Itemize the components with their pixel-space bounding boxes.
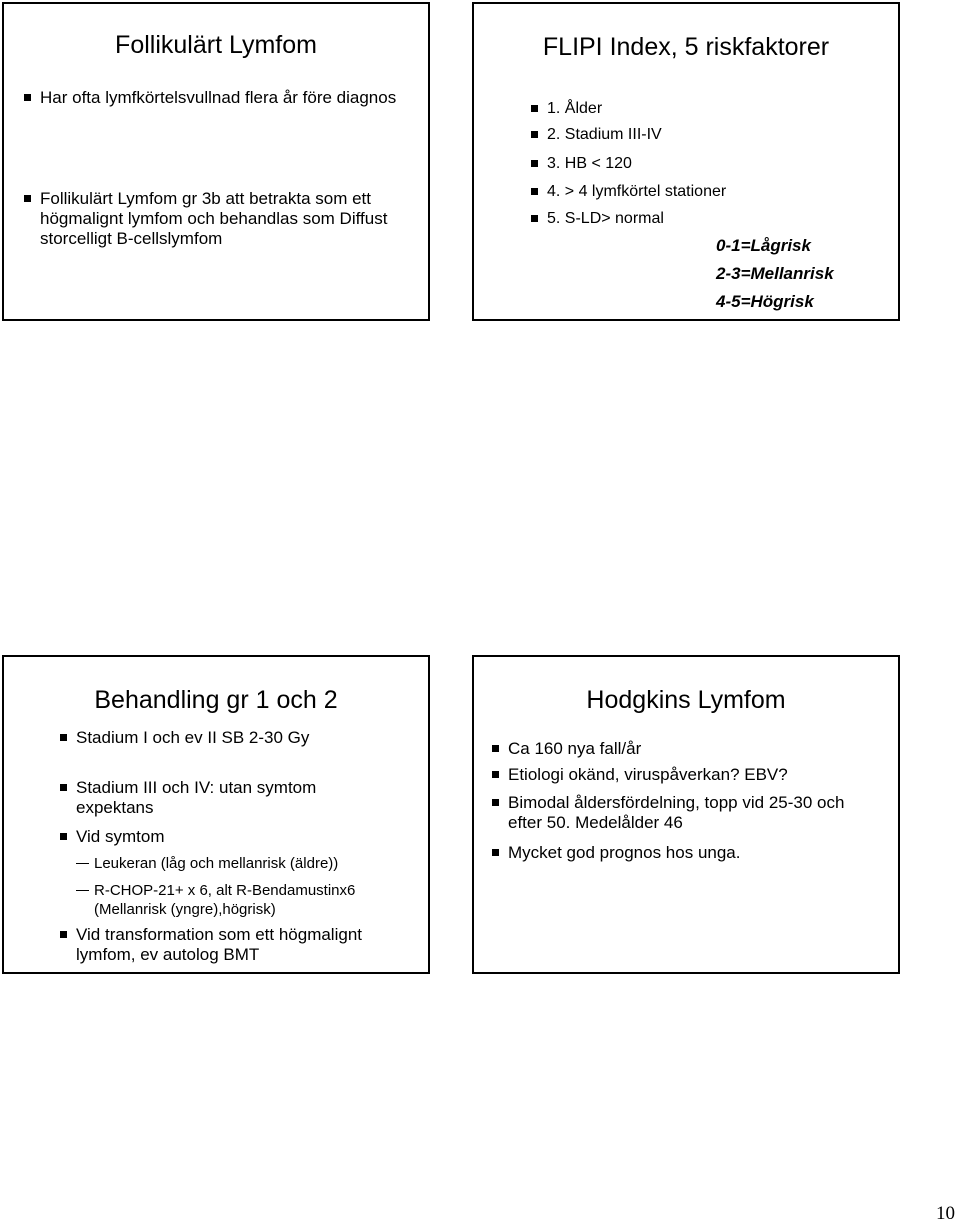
- slide-title: Follikulärt Lymfom: [115, 31, 317, 59]
- bullet-text: Stadium III och IV: utan symtom expektans: [76, 778, 317, 817]
- bullet-text: 4. > 4 lymfkörtel stationer: [547, 183, 727, 200]
- bullet-item: [508, 765, 878, 785]
- bullet-icon: [531, 188, 538, 195]
- bullet-item: [508, 739, 858, 759]
- dash-icon: [76, 890, 89, 891]
- bullet-icon: [492, 745, 499, 752]
- bullet-icon: [60, 784, 67, 791]
- slide-follikulart-lymfom: [2, 2, 430, 321]
- risk-level-medium: 2-3=Mellanrisk: [716, 264, 834, 283]
- bullet-text: 2. Stadium III-IV: [547, 126, 662, 143]
- bullet-icon: [492, 799, 499, 806]
- bullet-text: Stadium I och ev II SB 2-30 Gy: [76, 728, 310, 747]
- slide-behandling: [2, 655, 430, 974]
- bullet-icon: [60, 734, 67, 741]
- slide-hodgkins-lymfom: [472, 655, 900, 974]
- bullet-icon: [24, 94, 31, 101]
- bullet-text: Vid transformation som ett högmalignt lymfom, ev autolog BMT: [76, 925, 362, 964]
- bullet-item: [76, 778, 376, 818]
- bullet-item: [40, 88, 410, 108]
- bullet-text: 5. S-LD> normal: [547, 210, 664, 227]
- bullet-icon: [492, 849, 499, 856]
- slide-flipi-index: [472, 2, 900, 321]
- sub-bullet-item: [94, 854, 414, 873]
- sub-bullet-item: [94, 881, 404, 919]
- bullet-item: [547, 182, 877, 202]
- bullet-icon: [531, 215, 538, 222]
- bullet-text: Etiologi okänd, viruspåverkan? EBV?: [508, 765, 788, 784]
- bullet-icon: [531, 131, 538, 138]
- sub-bullet-text: Leukeran (låg och mellanrisk (äldre)): [94, 855, 339, 872]
- bullet-text: Mycket god prognos hos unga.: [508, 843, 741, 862]
- bullet-item: [547, 209, 877, 229]
- bullet-text: 1. Ålder: [547, 100, 603, 117]
- bullet-text: Har ofta lymfkörtelsvullnad flera år före diagnos: [40, 88, 397, 107]
- bullet-icon: [24, 195, 31, 202]
- risk-level-high: 4-5=Högrisk: [716, 292, 814, 311]
- bullet-text: 3. HB < 120: [547, 155, 632, 172]
- dash-icon: [76, 863, 89, 864]
- bullet-text: Bimodal åldersfördelning, topp vid 25-30 och efter 50. Medelålder 46: [508, 793, 845, 832]
- bullet-item: [547, 125, 877, 145]
- risk-level-low: 0-1=Lågrisk: [716, 236, 811, 255]
- bullet-item: [76, 827, 416, 847]
- slide-title: FLIPI Index, 5 riskfaktorer: [542, 33, 830, 61]
- bullet-item: [40, 189, 420, 249]
- bullet-item: [547, 154, 877, 174]
- bullet-text: Ca 160 nya fall/år: [508, 739, 642, 758]
- bullet-item: [76, 925, 416, 965]
- bullet-text: Follikulärt Lymfom gr 3b att betrakta som ett högmalignt lymfom och behandlas som Diffust storcelligt B-cellslymfom: [40, 189, 388, 248]
- page-number: 10: [936, 1203, 955, 1224]
- bullet-item: [547, 99, 877, 119]
- slide-title: Hodgkins Lymfom: [586, 686, 786, 714]
- bullet-icon: [492, 771, 499, 778]
- bullet-icon: [60, 931, 67, 938]
- bullet-text: Vid symtom: [76, 827, 165, 846]
- bullet-item: [76, 728, 416, 748]
- bullet-item: [508, 793, 853, 833]
- slide-title: Behandling gr 1 och 2: [94, 686, 338, 714]
- bullet-icon: [531, 160, 538, 167]
- bullet-icon: [60, 833, 67, 840]
- bullet-item: [508, 843, 858, 863]
- bullet-icon: [531, 105, 538, 112]
- sub-bullet-text: R-CHOP-21+ x 6, alt R-Bendamustinx6 (Mellanrisk (yngre),högrisk): [94, 882, 356, 918]
